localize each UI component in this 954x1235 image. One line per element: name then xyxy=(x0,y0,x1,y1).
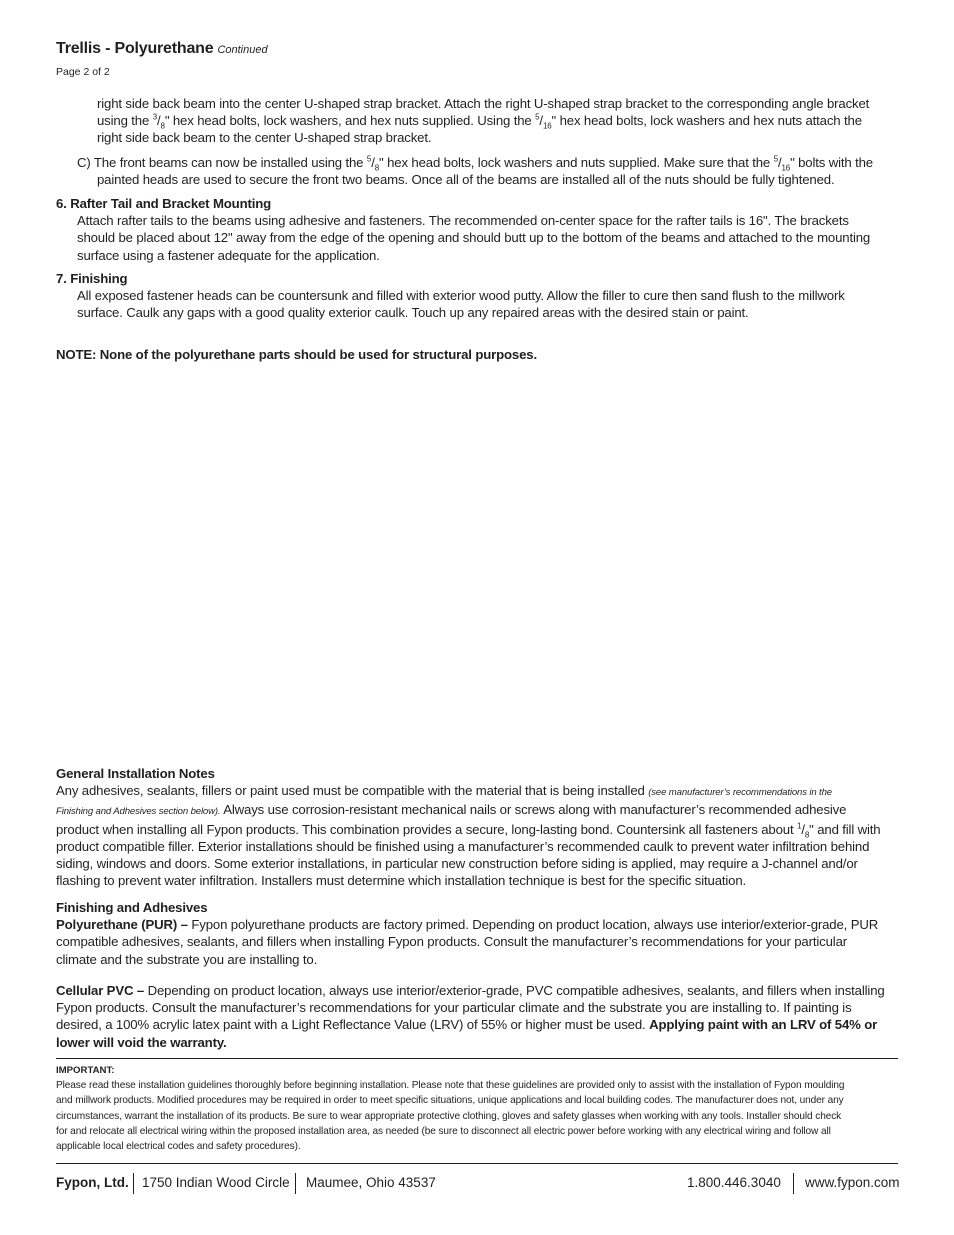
text-line: for and relocate all electrical wiring within the proposed installation area, as needed (be sure to disconnect all electric power before working with any electrical wiring and follow all xyxy=(56,1125,831,1137)
text-line: Fypon products. Consult the manufacturer’s recommendations for your particular climate and the substrate you are installing to. If painting is xyxy=(56,1000,852,1016)
step7-body xyxy=(56,287,916,321)
divider xyxy=(56,1058,898,1059)
text-line xyxy=(56,782,916,801)
text-line: climate and the substrate you are installing to. xyxy=(56,951,318,967)
step7-heading: 7. Finishing xyxy=(56,271,128,286)
text-line: compatible adhesives, sealants, and fillers when installing Fypon products. Consult the manufacturer’s recommendations for your particular xyxy=(56,934,847,950)
footer-separator xyxy=(793,1173,794,1194)
general-notes-section xyxy=(56,765,916,889)
pvc-label: Cellular PVC – xyxy=(56,983,145,998)
text-run: " hex head bolts, lock washers and nuts supplied. Make sure that the xyxy=(379,155,774,170)
step5-continuation xyxy=(97,95,917,147)
footer-separator xyxy=(133,1173,134,1194)
important-section xyxy=(56,1065,916,1154)
fraction-numerator: 1 xyxy=(797,821,802,831)
important-heading: IMPORTANT: xyxy=(56,1065,115,1076)
text-line: right side back beam into the center U-shaped strap bracket. Attach the right U-shaped strap bracket to the corresponding angle bracket xyxy=(97,96,870,111)
text-run: " hex head bolts, lock washers, and hex nuts supplied. Using the xyxy=(164,113,536,129)
text-run: product when installing all Fypon products. This combination provides a secure, long-lasting bond. Countersink all fasteners about xyxy=(56,821,798,837)
text-run: " and fill with xyxy=(809,821,881,837)
text-line: flashing to prevent water infiltration. Installers must determine which installation technique is best for the specific situation. xyxy=(56,873,747,889)
text-line: surface. Caulk any gaps with a good quality exterior caulk. Touch up any repaired areas with the desired stain or paint. xyxy=(77,305,749,321)
text-run: The front beams can now be installed using the xyxy=(90,155,367,170)
text-line: All exposed fastener heads can be countersunk and filled with exterior wood putty. Allow the filler to cure then sand flush to the millwork xyxy=(77,288,845,304)
finishing-heading: Finishing and Adhesives xyxy=(56,900,208,915)
warranty-warning: lower will void the warranty. xyxy=(56,1034,227,1050)
text-line: surface using a fastener adequate for the application. xyxy=(77,247,380,263)
text-line: product when installing all Fypon products. This combination provides a secure, long-lasting bond. Countersink all fasteners about $^1/_8$" and fill with xyxy=(56,821,881,840)
footer-street: 1750 Indian Wood Circle xyxy=(142,1175,290,1190)
text-run: Finishing and Adhesives section below). xyxy=(56,806,221,818)
text-line: circumstances, warrant the installation of its products. Be sure to wear appropriate protective clothing, gloves and safety glasses when working with any tools. Installer should check xyxy=(56,1110,842,1122)
fraction-numerator: 5 xyxy=(773,154,778,164)
step6-section xyxy=(56,195,916,264)
footer-phone: 1.800.446.3040 xyxy=(687,1175,781,1190)
finishing-section xyxy=(56,899,916,968)
text-line: C) The front beams can now be installed using the $^5/_8$" hex head bolts, lock washers and nuts supplied. Make sure that the $^5/_{16}$" bolts with the xyxy=(77,154,873,173)
text-line: Please read these installation guidelines thoroughly before beginning installation. Please note that these guidelines are provided only to assist with the installation of Fypon moulding xyxy=(56,1080,845,1091)
fraction-denominator: 16 xyxy=(781,163,791,173)
fraction-denominator: 8 xyxy=(374,163,380,173)
fraction-numerator: 5 xyxy=(535,112,540,122)
text-line: siding, windows and doors. Some exterior installations, in particular new construction before siding is applied, may require a J-channel and/or xyxy=(56,856,858,872)
text-line xyxy=(56,916,916,933)
footer-website: www.fypon.com xyxy=(805,1175,900,1190)
step7-section xyxy=(56,270,916,322)
fraction-denominator: 16 xyxy=(542,121,552,131)
text-run: using the xyxy=(97,113,153,129)
text-run: Any adhesives, sealants, fillers or paint used must be compatible with the material that is being installed xyxy=(56,783,649,799)
text-line: should be placed about 12" away from the edge of the opening and should butt up to the bottom of the beams and attached to the mounting xyxy=(77,230,871,246)
continued-label: Continued xyxy=(217,44,268,56)
footer-company: Fypon, Ltd. xyxy=(56,1175,129,1190)
text-line xyxy=(56,982,916,999)
item-label: C) xyxy=(77,155,91,170)
general-notes-heading: General Installation Notes xyxy=(56,766,215,781)
fraction-numerator: 5 xyxy=(366,154,372,164)
text-line: product compatible filler. Exterior installations should be finished using a manufacturer’s recommended caulk to prevent water infiltration behind xyxy=(56,838,870,854)
structural-note: NOTE: None of the polyurethane parts should be used for structural purposes. xyxy=(56,347,537,362)
warranty-warning: Applying paint with an LRV of 54% or xyxy=(649,1017,878,1033)
text-line: and millwork products. Modified procedures may be required in order to meet specific situations, unique applications and local building codes. The manufacturer does not, under any xyxy=(56,1095,844,1107)
text-run: (see manufacturer’s recommendations in the xyxy=(648,787,832,799)
pvc-section xyxy=(56,982,916,1051)
text-run: Always use corrosion-resistant mechanical nails or screws along with manufacturer’s recommended adhesive xyxy=(220,802,847,818)
text-run: Depending on product location, always use interior/exterior-grade, PVC compatible adhesives, sealants, and fillers when installing xyxy=(144,983,885,998)
text-run: " bolts with the xyxy=(790,155,873,170)
text-line xyxy=(56,1016,916,1033)
fraction-denominator: 8 xyxy=(160,121,165,131)
fraction-denominator: 8 xyxy=(804,830,810,840)
important-body xyxy=(56,1078,916,1154)
text-run: desired, a 100% acrylic latex paint with a Light Reflectance Value (LRV) of 55% or higher must be used. xyxy=(56,1017,650,1033)
page-number: Page 2 of 2 xyxy=(56,66,110,78)
text-line: right side back beam to the center U-shaped strap bracket. xyxy=(97,130,432,146)
step5-item-c xyxy=(77,154,917,188)
document-header xyxy=(56,40,268,58)
text-line xyxy=(56,801,916,820)
text-run: " hex head bolts, lock washers and hex nuts attach the xyxy=(551,113,862,129)
footer-city: Maumee, Ohio 43537 xyxy=(306,1175,436,1190)
step6-body xyxy=(56,212,916,264)
divider xyxy=(56,1163,898,1164)
page-title: Trellis - Polyurethane xyxy=(56,40,214,57)
text-line: using the $^3/_8$" hex head bolts, lock washers, and hex nuts supplied. Using the $^5/_{16}$" hex head bolts, lock washers and hex nuts attach the xyxy=(97,112,862,131)
text-run: Fypon polyurethane products are factory primed. Depending on product location, always use interior/exterior-grade, PUR xyxy=(187,917,879,933)
text-line: Attach rafter tails to the beams using adhesive and fasteners. The recommended on-center space for the rafter tails is 16". The brackets xyxy=(77,213,849,229)
pur-label: Polyurethane (PUR) – xyxy=(56,917,188,933)
step6-heading: 6. Rafter Tail and Bracket Mounting xyxy=(56,196,272,211)
text-line: applicable local electrical codes and safety procedures). xyxy=(56,1141,301,1153)
fraction-numerator: 3 xyxy=(152,112,157,122)
text-line: painted heads are used to secure the front two beams. Once all of the beams are installed all of the nuts should be fully tightened. xyxy=(97,172,835,188)
footer-separator xyxy=(295,1173,296,1194)
